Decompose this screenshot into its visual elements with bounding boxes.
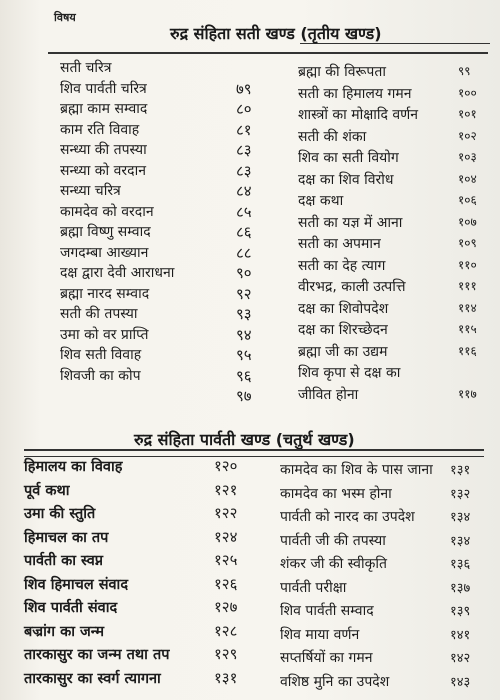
toc-entry-title: जगदम्बा आख्यान xyxy=(60,244,149,261)
toc-entry-title: उमा को वर प्राप्ति xyxy=(60,326,149,343)
toc-entry-page: ९७ xyxy=(236,387,252,405)
toc-entry-title: ब्रह्मा काम सम्वाद xyxy=(60,101,148,117)
toc-entry-page: १०० xyxy=(458,85,477,100)
toc-entry-page: १३१ xyxy=(450,463,471,478)
toc-entry-page: १०३ xyxy=(458,150,477,164)
page-heading-label: विषय xyxy=(54,11,76,24)
toc-entry-title: दक्ष द्वारा देवी आराधना xyxy=(60,265,175,281)
toc-entry-page: १३७ xyxy=(450,580,471,596)
toc-entry-title: शास्त्रों का मोक्षादि वर्णन xyxy=(298,107,419,123)
toc-entry-page: ९३ xyxy=(236,305,252,323)
toc-entry-page: ९२ xyxy=(236,284,252,303)
toc-entry-title: शिव हिमाचल संवाद xyxy=(24,576,129,593)
toc-entry-title: तारकासुर का स्वर्ग त्यागना xyxy=(24,670,161,687)
toc-entry-page: ८५ xyxy=(236,202,252,221)
toc-list-parvati-left xyxy=(24,456,274,696)
toc-entry-page: ११५ xyxy=(458,322,477,336)
toc-entry-title: वशिष्ठ मुनि का उपदेश xyxy=(280,673,390,690)
toc-entry-title: जीवित होना xyxy=(298,386,359,403)
toc-entry-title: शिव का सती वियोग xyxy=(298,150,399,166)
toc-list-sati-left xyxy=(60,58,300,418)
section-title-sati-khand: रुद्र संहिता सती खण्ड (तृतीय खण्ड) xyxy=(170,24,382,43)
toc-entry-title: शिव पार्वती चरित्र xyxy=(60,80,147,97)
toc-entry-title: ब्रह्मा नारद सम्वाद xyxy=(60,285,150,302)
toc-entry-page: ११७ xyxy=(458,386,477,401)
toc-entry-page: ८१ xyxy=(236,120,252,139)
toc-entry-title: कामदेव का शिव के पास जाना xyxy=(280,462,433,478)
toc-entry-page: १२५ xyxy=(214,551,238,569)
toc-entry-title: शिव कृपा से दक्ष का xyxy=(298,365,401,381)
toc-entry-page: १३६ xyxy=(450,557,471,572)
toc-entry-page: १२८ xyxy=(214,621,238,640)
toc-entry-title: काम रति विवाह xyxy=(60,121,140,138)
toc-entry-title: सती का देह त्याग xyxy=(298,257,386,274)
toc-entry-title: हिमालय का विवाह xyxy=(24,459,123,475)
toc-entry-page: १०९ xyxy=(458,236,477,250)
toc-entry-page: १३२ xyxy=(450,486,471,502)
toc-entry-title: सन्ध्या को वरदान xyxy=(60,162,146,179)
toc-entry-title: उमा की स्तुति xyxy=(24,506,96,522)
toc-entry-title: ब्रह्मा विष्णु सम्वाद xyxy=(60,224,151,240)
toc-entry-page: १४१ xyxy=(450,627,471,643)
toc-entry-title: ब्रह्मा जी का उद्यम xyxy=(298,343,388,360)
toc-entry-page: ८८ xyxy=(236,243,252,262)
toc-entry-page: १०७ xyxy=(458,214,477,229)
toc-entry-page: १२२ xyxy=(214,504,238,522)
toc-entry-title: तारकासुर का जन्म तथा तप xyxy=(24,647,170,663)
toc-entry-page: १११ xyxy=(458,279,477,293)
toc-entry-page: १३१ xyxy=(214,668,238,687)
toc-entry-page: १०६ xyxy=(458,193,477,207)
toc-entry-title: वीरभद्र, काली उत्पत्ति xyxy=(298,279,406,295)
toc-entry-title: कामदेव का भस्म होना xyxy=(280,485,392,502)
toc-entry-page: १३९ xyxy=(450,604,471,619)
toc-entry-title: पार्वती परीक्षा xyxy=(280,579,347,596)
toc-entry-page: ९९ xyxy=(458,64,471,78)
section-divider xyxy=(48,52,488,54)
toc-entry-title: सती चरित्र xyxy=(60,60,112,76)
toc-entry-page: ११६ xyxy=(458,343,477,358)
toc-entry-title: शंकर जी की स्वीकृति xyxy=(280,556,387,572)
toc-entry-page: ९६ xyxy=(236,366,252,385)
toc-entry-page: १२७ xyxy=(214,598,238,616)
section-divider xyxy=(24,449,484,451)
toc-entry-page: १०४ xyxy=(458,171,477,186)
toc-entry-page: १०२ xyxy=(458,128,477,143)
toc-entry-title: सती का हिमालय गमन xyxy=(298,85,412,102)
toc-entry-title: शिव सती विवाह xyxy=(60,347,142,363)
toc-entry-title: ब्रह्मा की विरूपता xyxy=(298,64,386,80)
toc-entry-title: शिव पार्वती संवाद xyxy=(24,600,118,616)
toc-entry-page: १३४ xyxy=(450,510,471,525)
toc-entry-title: दक्ष कथा xyxy=(298,193,344,209)
toc-entry-title: शिव पार्वती सम्वाद xyxy=(280,603,374,619)
toc-entry-title: दक्ष का शिवोपदेश xyxy=(298,300,389,317)
toc-entry-page: १२९ xyxy=(214,645,238,663)
toc-entry-title: पार्वती का स्वप्न xyxy=(24,553,104,569)
toc-entry-page: ८६ xyxy=(236,223,252,241)
toc-entry-title: सती का अपमान xyxy=(298,236,381,252)
toc-entry-title: पार्वती जी की तपस्या xyxy=(280,532,386,549)
toc-entry-page: १२४ xyxy=(214,527,238,546)
toc-entry-title: हिमाचल का तप xyxy=(24,529,109,546)
toc-list-sati-right xyxy=(298,62,498,412)
toc-entry-page: ९४ xyxy=(236,325,252,344)
toc-entry-title: दक्ष का शिव विरोध xyxy=(298,171,394,188)
toc-entry-title: सन्ध्या चरित्र xyxy=(60,183,121,199)
toc-list-parvati-right xyxy=(280,460,498,700)
toc-entry-title: पार्वती को नारद का उपदेश xyxy=(280,509,415,525)
toc-entry-page: ९० xyxy=(236,264,252,282)
toc-entry-page: १४२ xyxy=(450,651,471,666)
toc-entry-page: ८३ xyxy=(236,141,252,159)
section-title-parvati-khand: रुद्र संहिता पार्वती खण्ड (चतुर्थ खण्ड) xyxy=(134,430,355,449)
toc-entry-title: सती की शंका xyxy=(298,128,367,145)
toc-entry-title: सन्ध्या की तपस्या xyxy=(60,142,147,158)
toc-entry-page: ९५ xyxy=(236,346,252,364)
toc-entry-title: दक्ष का शिरच्छेदन xyxy=(298,322,388,338)
toc-entry-title: सती का यज्ञ में आना xyxy=(298,214,403,231)
toc-entry-title: बज्रांग का जन्म xyxy=(24,623,105,640)
toc-entry-page: १४३ xyxy=(450,674,471,690)
toc-entry-page: १०१ xyxy=(458,107,477,121)
toc-entry-page: ८३ xyxy=(236,161,252,180)
toc-entry-title: शिवजी का कोप xyxy=(60,367,141,384)
toc-entry-title: सती की तपस्या xyxy=(60,306,138,322)
toc-entry-page: १३४ xyxy=(450,533,471,549)
toc-entry-page: १२६ xyxy=(214,574,238,593)
toc-entry-title: कामदेव को वरदान xyxy=(60,203,154,220)
toc-entry-title: सप्तर्षियों का गमन xyxy=(280,650,373,666)
toc-entry-page: ८४ xyxy=(236,182,252,200)
toc-entry-page: ११४ xyxy=(458,300,477,315)
toc-entry-page: १२१ xyxy=(214,480,238,499)
toc-entry-page: ७९ xyxy=(236,79,252,98)
toc-entry-page: ११० xyxy=(458,257,477,272)
toc-entry-title: शिव माया वर्णन xyxy=(280,626,360,643)
toc-entry-page: ८० xyxy=(236,100,252,118)
toc-entry-title: पूर्व कथा xyxy=(24,482,70,499)
toc-entry-page: १२० xyxy=(214,457,238,475)
